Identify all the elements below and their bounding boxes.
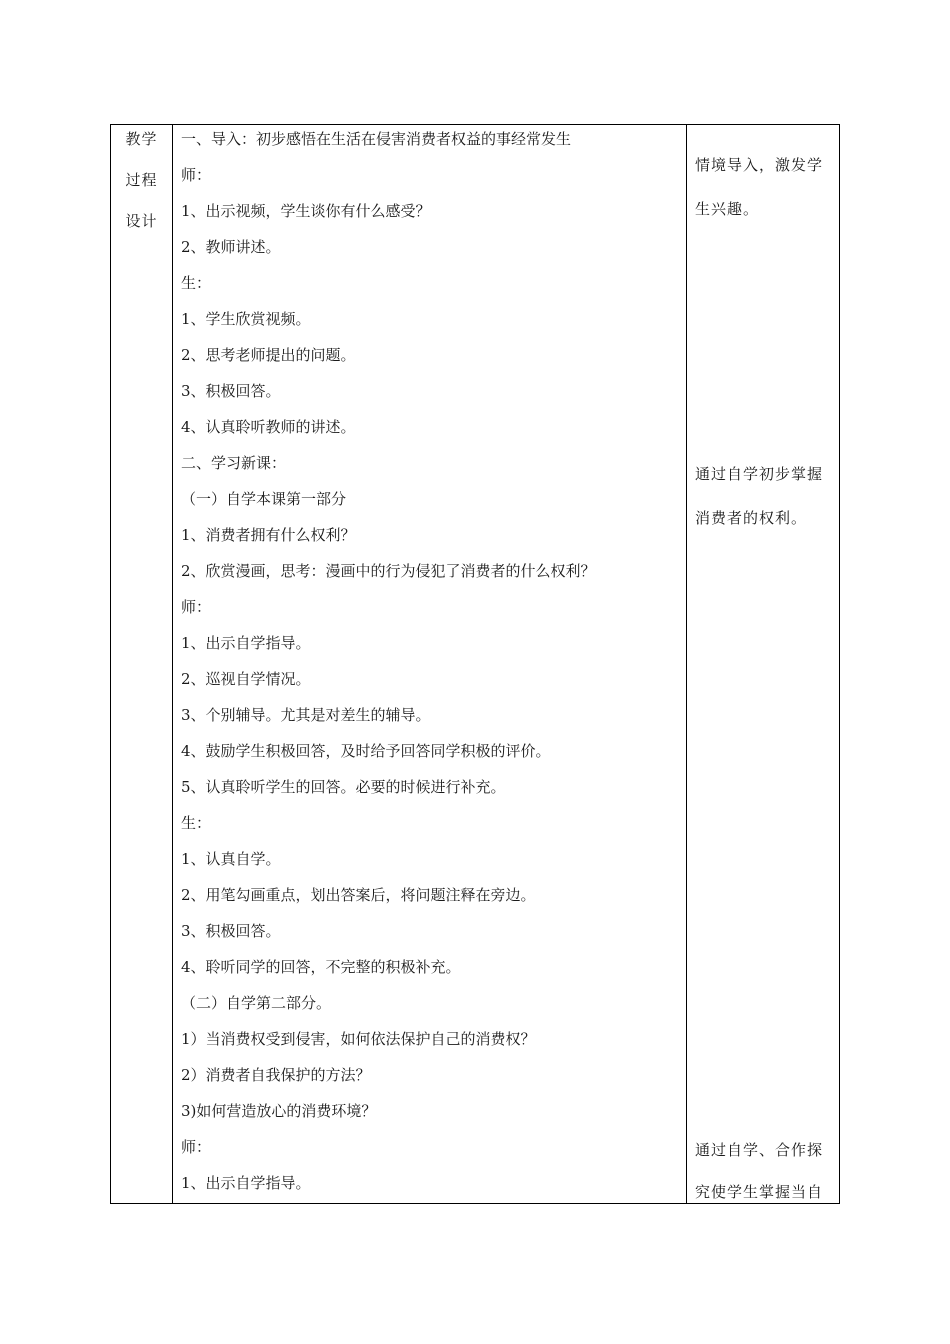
- process-line: 2、教师讲述。: [181, 238, 281, 256]
- process-line: （一）自学本课第一部分: [181, 490, 347, 508]
- process-line: 2、思考老师提出的问题。: [181, 346, 356, 364]
- process-line: 1）当消费权受到侵害，如何依法保护自己的消费权？: [181, 1030, 536, 1048]
- design-intent-line: 情境导入，激发学: [695, 156, 824, 174]
- process-line: 3、个别辅导。尤其是对差生的辅导。: [181, 706, 431, 724]
- process-line: 2）消费者自我保护的方法？: [181, 1066, 371, 1084]
- design-intent-column: [686, 125, 839, 1203]
- section-label-line: 教学: [125, 130, 158, 148]
- process-line: 5、认真聆听学生的回答。必要的时候进行补充。: [181, 778, 506, 796]
- section-label-line: 过程: [125, 171, 158, 189]
- design-intent-line: 通过自学初步掌握: [695, 465, 824, 483]
- process-line: 生：: [181, 814, 212, 832]
- teaching-process-column: [172, 125, 687, 1203]
- process-line: 2、用笔勾画重点，划出答案后，将问题注释在旁边。: [181, 886, 536, 904]
- process-line: 师：: [181, 598, 212, 616]
- section-label-column: [111, 125, 173, 1203]
- design-intent-line: 生兴趣。: [695, 200, 760, 218]
- design-intent-line: 通过自学、合作探: [695, 1141, 824, 1159]
- lesson-plan-table: [110, 124, 840, 1204]
- process-line: 2、欣赏漫画，思考：漫画中的行为侵犯了消费者的什么权利？: [181, 562, 596, 580]
- process-line: 1、出示自学指导。: [181, 1174, 311, 1192]
- process-line: 4、认真聆听教师的讲述。: [181, 418, 356, 436]
- design-intent-line: 究使学生掌握当自: [695, 1183, 824, 1201]
- process-line: 1、消费者拥有什么权利？: [181, 526, 356, 544]
- process-line: 1、出示视频，学生谈你有什么感受？: [181, 202, 431, 220]
- process-line: 二、学习新课：: [181, 454, 287, 472]
- process-line: （二）自学第二部分。: [181, 994, 332, 1012]
- process-line: 1、认真自学。: [181, 850, 281, 868]
- process-line: 1、出示自学指导。: [181, 634, 311, 652]
- process-line: 师：: [181, 166, 212, 184]
- process-line: 3、积极回答。: [181, 382, 281, 400]
- process-line: 4、聆听同学的回答，不完整的积极补充。: [181, 958, 461, 976]
- process-line: 3、积极回答。: [181, 922, 281, 940]
- process-line: 1、学生欣赏视频。: [181, 310, 311, 328]
- process-line: 4、鼓励学生积极回答，及时给予回答同学积极的评价。: [181, 742, 551, 760]
- section-label-line: 设计: [125, 212, 158, 230]
- process-line: 生：: [181, 274, 212, 292]
- process-line: 一、导入：初步感悟在生活在侵害消费者权益的事经常发生: [181, 130, 572, 148]
- design-intent-line: 消费者的权利。: [695, 509, 808, 527]
- process-line: 师：: [181, 1138, 212, 1156]
- process-line: 3)如何营造放心的消费环境？: [181, 1102, 377, 1120]
- process-line: 2、巡视自学情况。: [181, 670, 311, 688]
